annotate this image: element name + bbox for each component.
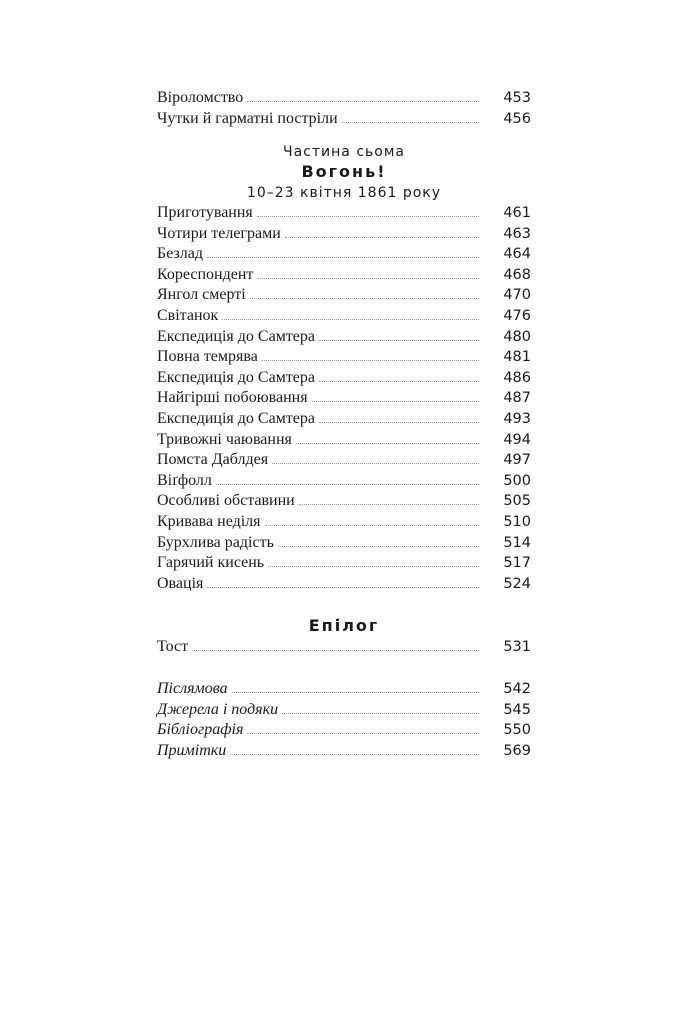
toc-entry[interactable] (157, 203, 531, 224)
entry-page: 476 (503, 307, 531, 324)
entry-title: Джерела і подяки (157, 700, 279, 718)
toc-entry[interactable] (157, 430, 531, 451)
entry-page: 493 (503, 410, 531, 427)
entry-title: Бурхлива радість (157, 533, 274, 551)
dot-leader (296, 443, 479, 444)
entry-title: Віроломство (157, 89, 244, 106)
toc-entry[interactable] (157, 471, 531, 492)
dot-leader (342, 122, 479, 123)
toc-entry[interactable] (157, 347, 531, 368)
toc-previous-part (157, 88, 531, 129)
toc-entry[interactable] (157, 109, 531, 130)
toc-part-seven (157, 203, 531, 594)
toc-entry[interactable] (157, 388, 531, 409)
dot-leader (272, 463, 479, 464)
dot-leader (207, 587, 479, 588)
dot-leader (282, 713, 479, 714)
dot-leader (285, 237, 479, 238)
dot-leader (265, 525, 479, 526)
entry-page: 453 (503, 90, 531, 106)
toc-entry[interactable] (157, 285, 531, 306)
entry-page: 514 (503, 534, 531, 551)
entry-page: 524 (503, 575, 531, 592)
dot-leader (192, 650, 479, 651)
entry-title: Янгол смерті (157, 286, 246, 304)
entry-title: Експедиція до Самтера (157, 368, 316, 386)
dot-leader (216, 484, 479, 485)
entry-title: Кривава неділя (157, 512, 261, 530)
dot-leader (247, 101, 479, 102)
dot-leader (299, 504, 479, 505)
dot-leader (222, 319, 479, 320)
dot-leader (312, 401, 479, 402)
dot-leader (250, 298, 479, 299)
entry-title: Експедиція до Самтера (157, 409, 316, 427)
entry-page: 497 (503, 452, 531, 469)
entry-page: 531 (503, 639, 531, 655)
part-heading (157, 142, 531, 204)
entry-page: 494 (503, 431, 531, 448)
dot-leader (319, 381, 479, 382)
dot-leader (257, 216, 479, 217)
entry-page: 545 (503, 701, 531, 718)
entry-page: 510 (503, 513, 531, 530)
dot-leader (232, 692, 479, 693)
entry-page: 550 (503, 722, 531, 739)
dot-leader (319, 422, 479, 423)
entry-page: 470 (503, 287, 531, 304)
toc-entry[interactable] (157, 306, 531, 327)
entry-title: Віґфолл (157, 471, 212, 489)
entry-title: Чутки й гарматні постріли (157, 109, 338, 127)
toc-entry[interactable] (157, 741, 531, 762)
entry-page: 461 (503, 205, 531, 221)
entry-page: 480 (503, 328, 531, 345)
entry-title: Найгірші побоювання (157, 389, 308, 407)
toc-back-matter (157, 679, 531, 761)
entry-title: Кореспондент (157, 265, 254, 283)
entry-title: Особливі обставини (157, 492, 295, 510)
toc-entry[interactable] (157, 450, 531, 471)
entry-page: 481 (503, 349, 531, 366)
dot-leader (262, 360, 479, 361)
dot-leader (230, 754, 479, 755)
entry-title: Помста Даблдея (157, 451, 269, 469)
entry-title: Безлад (157, 245, 204, 263)
toc-entry[interactable] (157, 327, 531, 348)
toc-entry[interactable] (157, 574, 531, 595)
entry-page: 542 (503, 681, 531, 697)
toc-entry[interactable] (157, 224, 531, 245)
toc-entry[interactable] (157, 512, 531, 533)
toc-epilogue (157, 637, 531, 658)
entry-title: Примітки (157, 741, 227, 759)
entry-title: Овація (157, 574, 204, 592)
entry-page: 456 (503, 110, 531, 127)
part-dates: 10–23 квітня 1861 року (246, 185, 442, 201)
dot-leader (319, 340, 479, 341)
entry-page: 468 (503, 266, 531, 283)
entry-page: 486 (503, 369, 531, 386)
toc-entry[interactable] (157, 637, 531, 658)
toc-entry[interactable] (157, 553, 531, 574)
entry-title: Гарячий кисень (157, 554, 265, 572)
entry-title: Експедиція до Самтера (157, 327, 316, 345)
dot-leader (257, 278, 479, 279)
entry-title: Тост (157, 638, 189, 655)
entry-page: 500 (503, 472, 531, 489)
dot-leader (207, 257, 479, 258)
epilogue-title: Епілог (308, 616, 380, 635)
toc-entry[interactable] (157, 700, 531, 721)
entry-title: Бібліографія (157, 721, 244, 739)
entry-title: Приготування (157, 204, 253, 221)
entry-title: Повна темрява (157, 348, 258, 366)
entry-title: Післямова (157, 680, 228, 697)
part-label: Частина сьома (283, 144, 405, 160)
toc-entry[interactable] (157, 720, 531, 741)
entry-page: 505 (503, 493, 531, 510)
entry-page: 517 (503, 555, 531, 572)
entry-title: Чотири телеграми (157, 224, 281, 242)
part-title: Вогонь! (301, 162, 387, 181)
entry-title: Світанок (157, 306, 219, 324)
entry-page: 464 (503, 246, 531, 263)
entry-page: 569 (503, 742, 531, 759)
toc-entry[interactable] (157, 409, 531, 430)
toc-entry[interactable] (157, 88, 531, 109)
entry-title: Тривожні чаювання (157, 430, 292, 448)
epilogue-heading (157, 616, 531, 636)
toc-entry[interactable] (157, 491, 531, 512)
toc-entry[interactable] (157, 533, 531, 554)
entry-page: 463 (503, 225, 531, 242)
toc-entry[interactable] (157, 265, 531, 286)
toc-entry[interactable] (157, 244, 531, 265)
dot-leader (247, 733, 479, 734)
toc-entry[interactable] (157, 679, 531, 700)
toc-entry[interactable] (157, 368, 531, 389)
dot-leader (268, 566, 479, 567)
dot-leader (278, 546, 479, 547)
entry-page: 487 (503, 390, 531, 407)
